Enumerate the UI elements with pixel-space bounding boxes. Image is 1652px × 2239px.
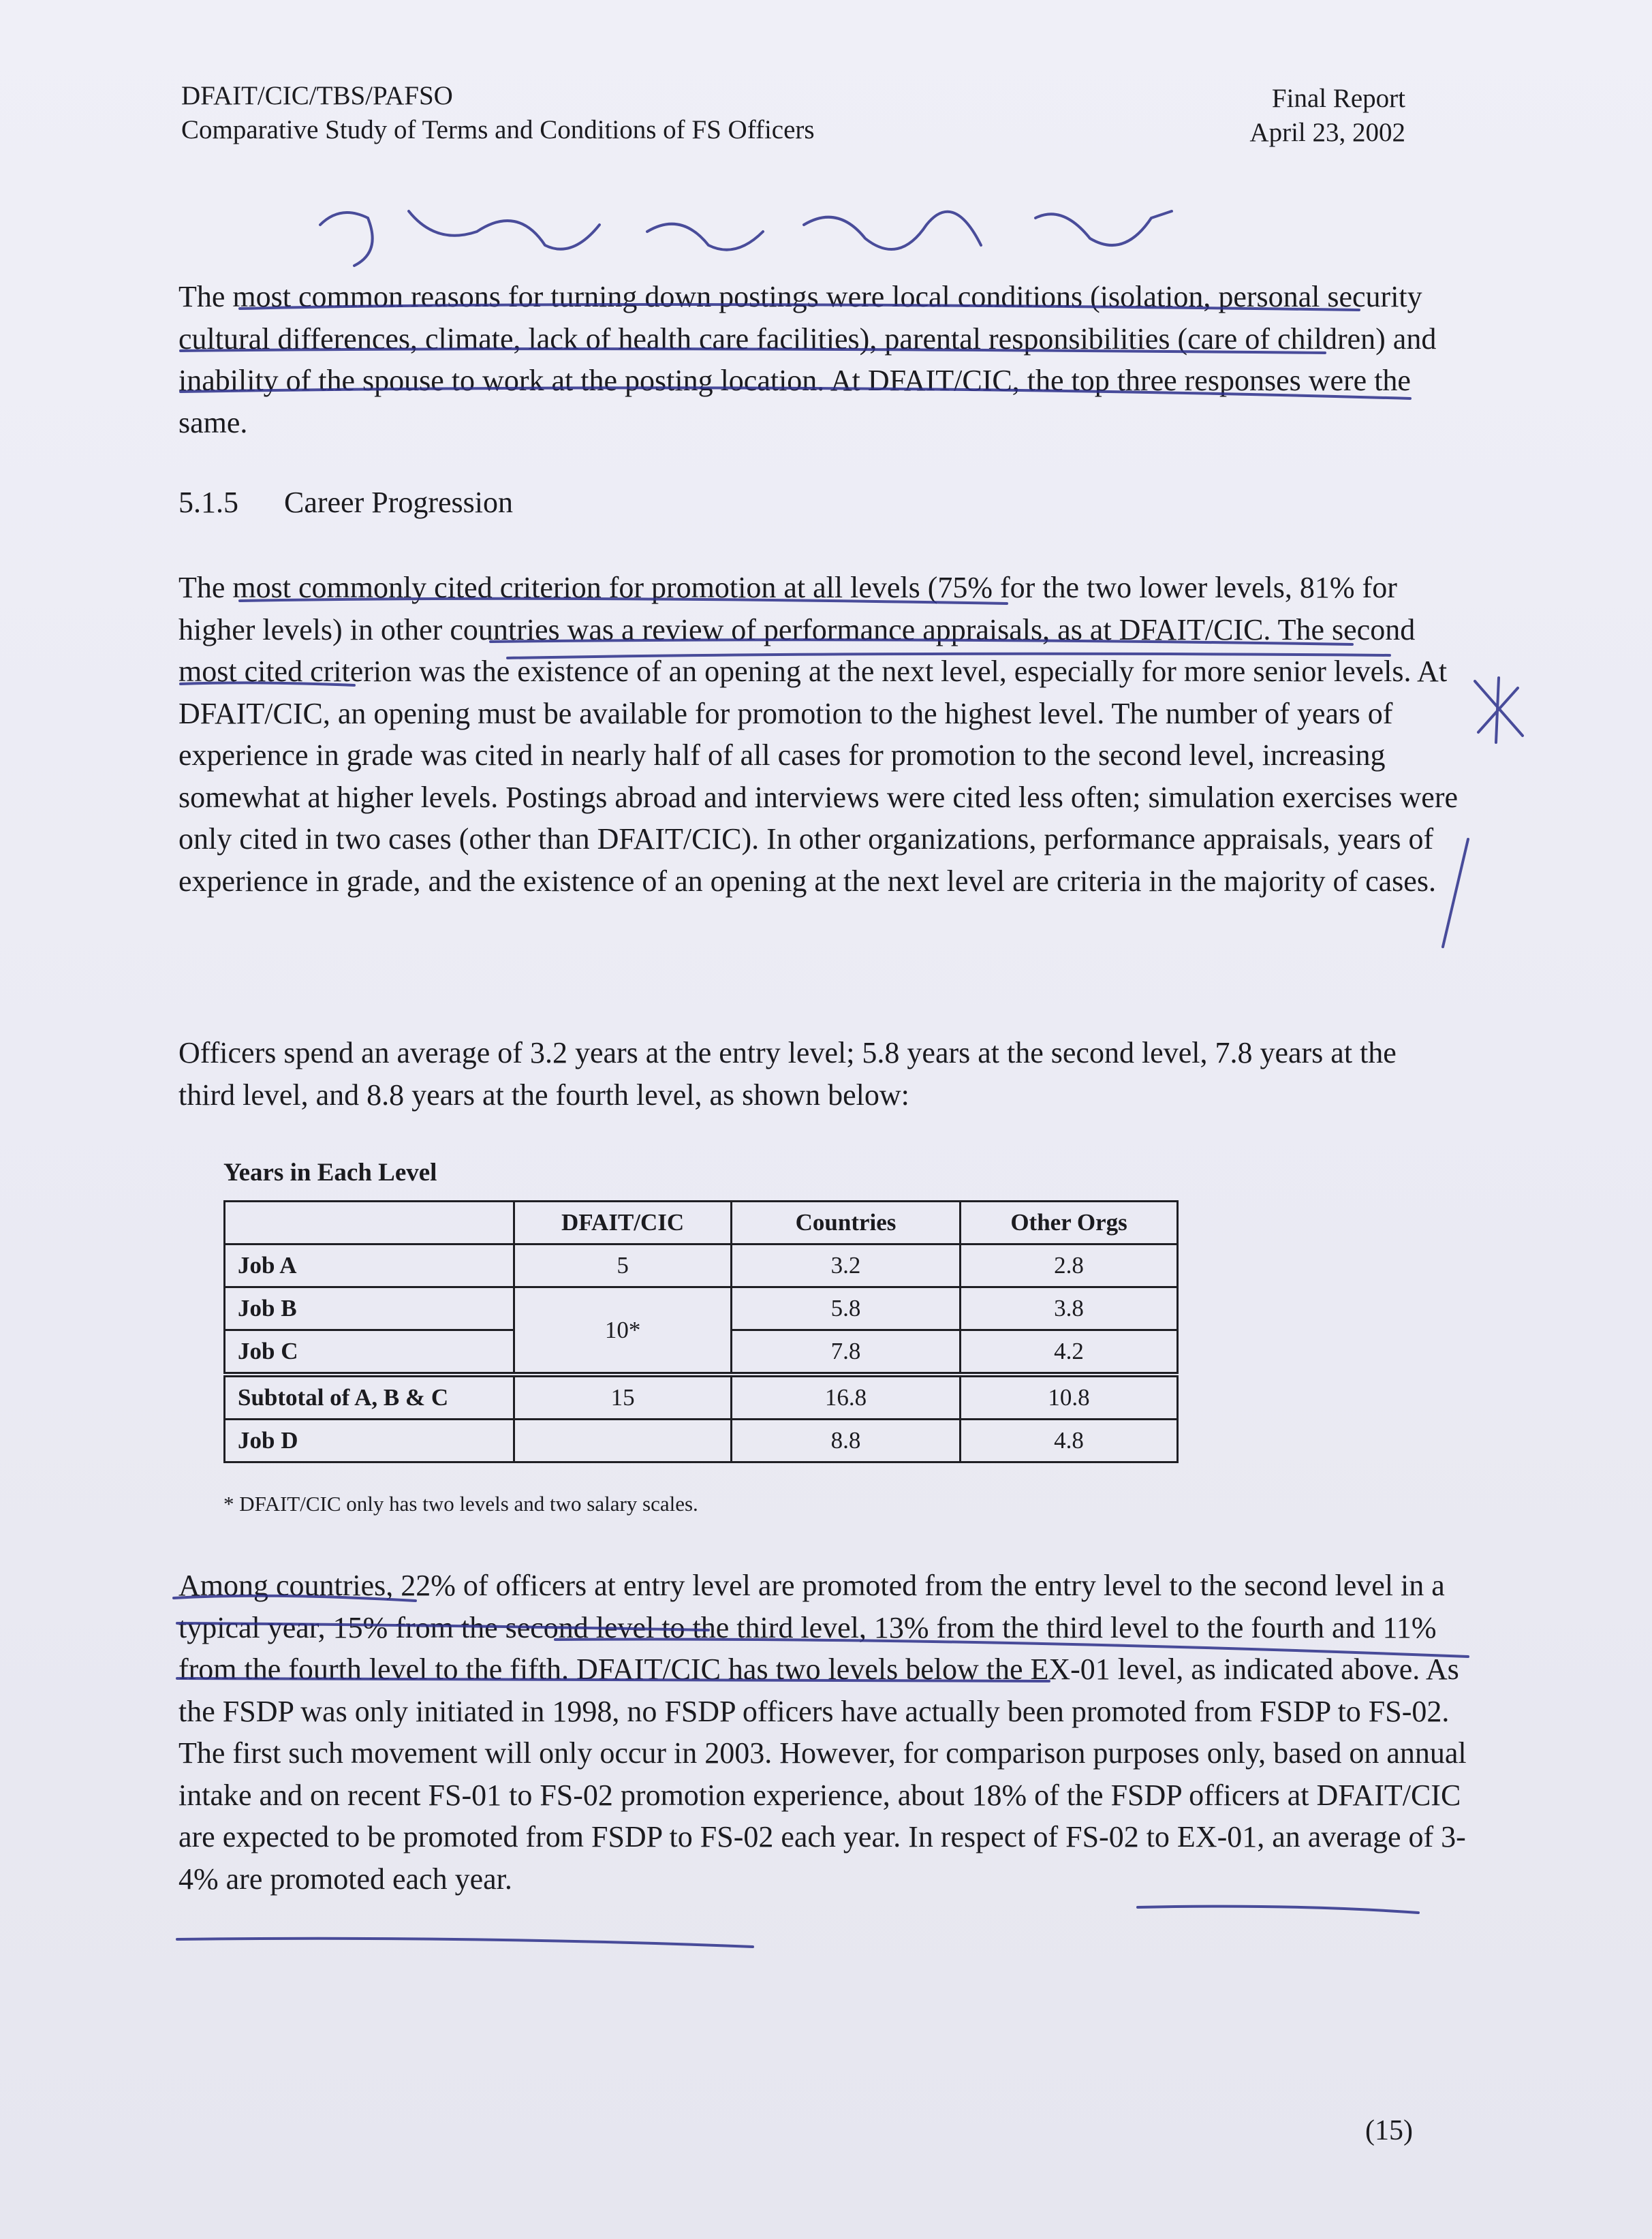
table-header-cell: DFAIT/CIC (514, 1202, 732, 1244)
table-header-cell: Other Orgs (961, 1202, 1178, 1244)
table-header-row (225, 1202, 1178, 1244)
header-right (1249, 82, 1405, 150)
table-row-subtotal (225, 1375, 1178, 1420)
margin-asterisk-mark (1475, 678, 1523, 742)
section-number: 5.1.5 (178, 486, 238, 519)
row-label: Job B (225, 1287, 514, 1330)
cell-other-orgs: 2.8 (961, 1244, 1178, 1287)
table-row (225, 1287, 1178, 1330)
page-number: (15) (1365, 2115, 1413, 2146)
table-footnote: * DFAIT/CIC only has two levels and two salary scales. (223, 1492, 698, 1516)
cell-other-orgs: 3.8 (961, 1287, 1178, 1330)
paragraph-years-average: Officers spend an average of 3.2 years at the entry level; 5.8 years at the second level, 7.8 years at the third level, and 8.8 years at the fourth level, as shown below: (178, 1036, 1397, 1112)
paragraph-promotion-criteria: The most commonly cited criterion for promotion at all levels (75% for the two lower levels, 81% for higher levels) in other countries was a review of performance appraisals, as at DFAIT/CIC. The second most cited criterion was the existence of an opening at the next level, especially for more senior levels. At DFAIT/CIC, an opening must be available for promotion to the highest level. The number of years of experience in grade was cited in nearly half of all cases for promotion to the second level, increasing somewhat at higher levels. Postings abroad and interviews were cited less often; simulation exercises were only cited in two cases (other than DFAIT/CIC). In other organizations, performance appraisals, years of experience in grade, and the existence of an opening at the next level are criteria in the majority of cases. (178, 571, 1459, 898)
years-table (223, 1200, 1179, 1463)
header-org: DFAIT/CIC/TBS/PAFSO (181, 81, 453, 110)
table-row (225, 1244, 1178, 1287)
underline-mark (177, 1939, 753, 1947)
cell-countries: 3.2 (732, 1244, 961, 1287)
header-date: April 23, 2002 (1249, 118, 1405, 147)
row-label: Job D (225, 1420, 514, 1462)
paragraph-promotion-rates: Among countries, 22% of officers at entry level are promoted from the entry level to the second level in a typical year, 15% from the second level to the third level, 13% from the third level to the fourth and 11% from the fourth level to the fifth. DFAIT/CIC has two levels below the EX-01 level, as indicated above. As the FSDP was only initiated in 1998, no FSDP officers have actually been promoted from FSDP to FS-02. The first such movement will only occur in 2003. However, for comparison purposes only, based on annual intake and on recent FS-01 to FS-02 promotion experience, about 18% of the FSDP officers at DFAIT/CIC are expected to be promoted from FSDP to FS-02 each year. In respect of FS-02 to EX-01, an average of 3-4% are promoted each year. (178, 1569, 1467, 1896)
cell-other-orgs: 10.8 (961, 1375, 1178, 1420)
cell-dfait: 5 (514, 1244, 732, 1287)
cell-countries: 8.8 (732, 1420, 961, 1462)
cell-countries: 16.8 (732, 1375, 961, 1420)
row-label: Job C (225, 1330, 514, 1375)
cell-dfait (514, 1420, 732, 1462)
cell-countries: 5.8 (732, 1287, 961, 1330)
table-row (225, 1420, 1178, 1462)
header-study-title: Comparative Study of Terms and Conditions of FS Officers (181, 115, 815, 144)
table-header-cell: Countries (732, 1202, 961, 1244)
cell-dfait: 15 (514, 1375, 732, 1420)
cell-other-orgs: 4.2 (961, 1330, 1178, 1375)
section-title: Career Progression (284, 486, 514, 519)
paragraph-postings: The most common reasons for turning down postings were local conditions (isolation, personal security cultural differences, climate, lack of health care facilities), parental responsibilities (care of children) and inability of the spouse to work at the posting location. At DFAIT/CIC, the top three responses were the same. (178, 280, 1437, 439)
table-title: Years in Each Level (223, 1159, 437, 1187)
header-report-type: Final Report (1271, 84, 1405, 113)
cell-other-orgs: 4.8 (961, 1420, 1178, 1462)
header-left (181, 79, 815, 147)
underline-mark (1138, 1907, 1418, 1913)
cell-countries: 7.8 (732, 1330, 961, 1375)
row-label: Job A (225, 1244, 514, 1287)
table-header-cell (225, 1202, 514, 1244)
cell-dfait: 10* (514, 1287, 732, 1375)
handwritten-note-mark (320, 211, 1172, 266)
row-label: Subtotal of A, B & C (225, 1375, 514, 1420)
section-heading (178, 482, 1486, 524)
